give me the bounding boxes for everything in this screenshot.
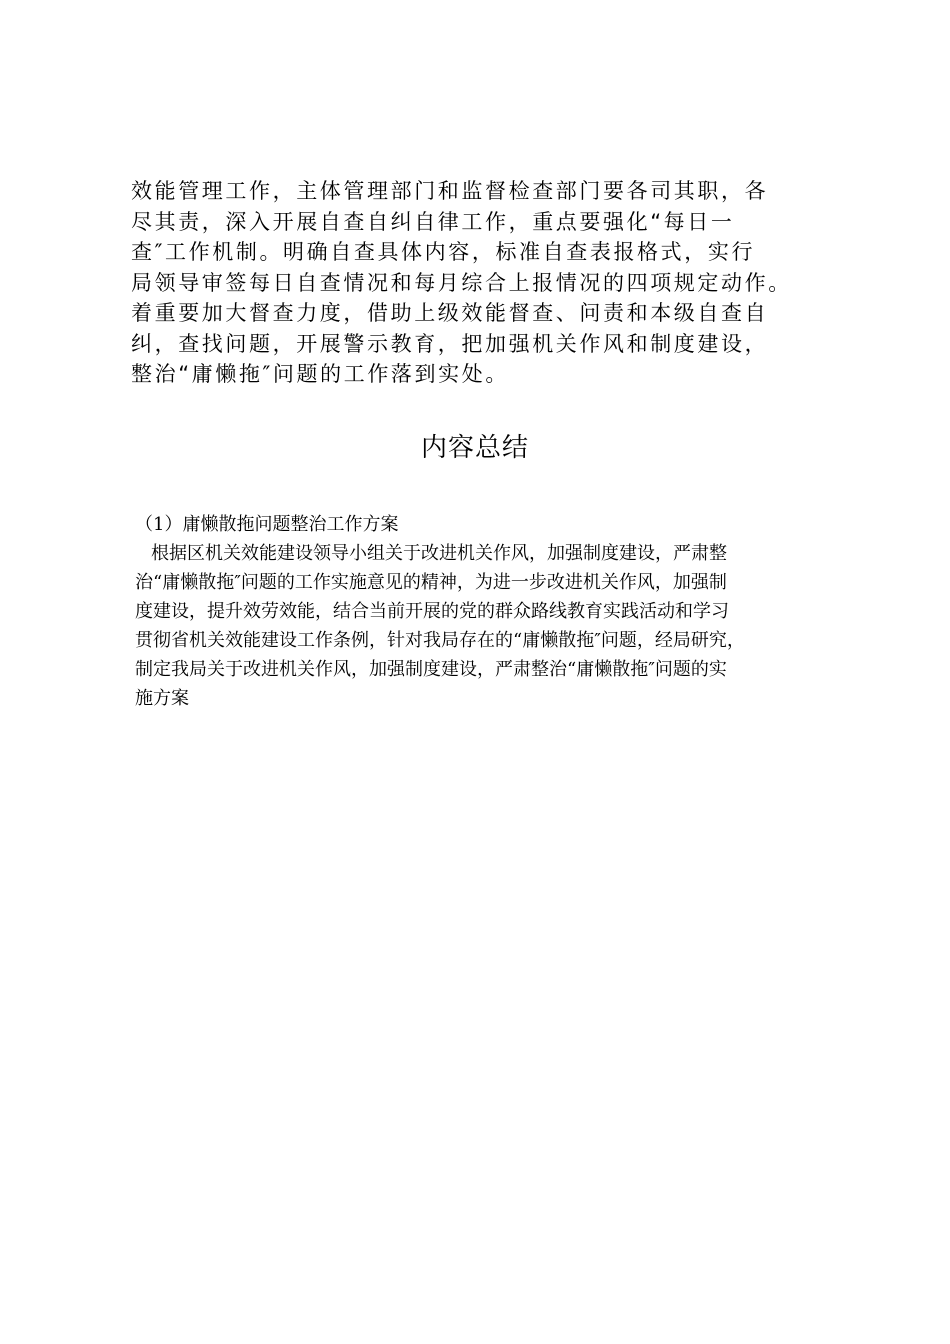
summary-line: 施方案 (135, 688, 189, 709)
summary-line: 贯彻省机关效能建设工作条例，针对我局存在的“庸懒散拖″问题，经局研究， (135, 630, 745, 651)
section-title: 内容总结 (420, 433, 529, 463)
body-line: 局领导审签每日自查情况和每月综合上报情况的四项规定动作。 (131, 270, 792, 295)
summary-item-heading: （1）庸懒散拖问题整治工作方案 (135, 514, 399, 535)
body-line: 查″工作机制。明确自查具体内容，标准自查表报格式，实行 (131, 240, 756, 264)
body-line: 着重要加大督查力度，借助上级效能督查、问责和本级自查自 (131, 301, 769, 325)
body-line: 整治“庸懒拖″问题的工作落到实处。 (131, 362, 509, 386)
summary-line: 制定我局关于改进机关作风，加强制度建设，严肃整治“庸懒散拖″问题的实 (135, 659, 727, 680)
summary-line: 根据区机关效能建设领导小组关于改进机关作风，加强制度建设，严肃整 (151, 543, 727, 564)
summary-section (135, 510, 855, 713)
body-paragraph (131, 176, 851, 390)
summary-line: 治“庸懒散拖″问题的工作实施意见的精神，为进一步改进机关作风，加强制 (135, 572, 727, 593)
body-line: 纠，查找问题，开展警示教育，把加强机关作风和制度建设， (131, 331, 769, 356)
body-line: 效能管理工作，主体管理部门和监督检查部门要各司其职，各 (131, 179, 769, 203)
summary-line: 度建设，提升效劳效能，结合当前开展的党的群众路线教育实践活动和学习 (135, 601, 729, 622)
body-line: 尽其责，深入开展自查自纠自律工作，重点要强化“每日一 (131, 209, 735, 234)
